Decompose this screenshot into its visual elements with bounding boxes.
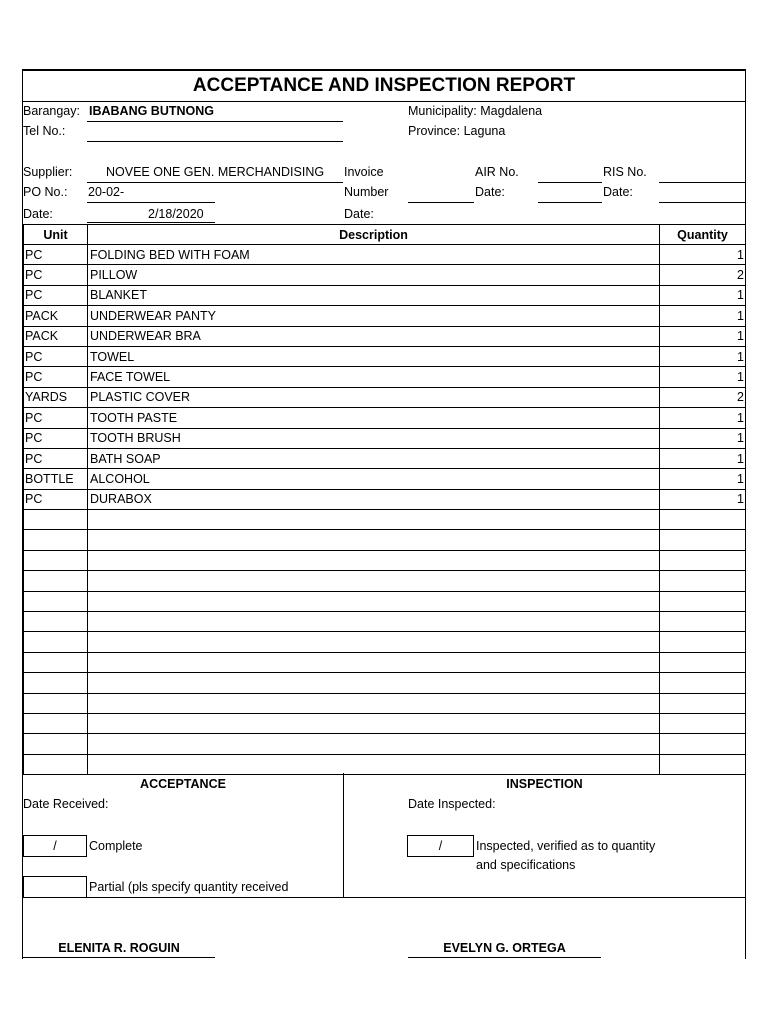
quantity-cell: [660, 754, 746, 774]
description-cell: [88, 612, 660, 632]
table-row: [24, 428, 746, 448]
inspection-signature-line: [408, 957, 601, 958]
description-cell: [88, 754, 660, 774]
description-cell: [88, 693, 660, 713]
description-cell: [88, 550, 660, 570]
table-row: [24, 550, 746, 570]
table-row: [24, 591, 746, 611]
unit-cell: [24, 673, 88, 693]
quantity-cell: [660, 571, 746, 591]
unit-cell: PC: [24, 428, 88, 448]
table-row: [24, 387, 746, 407]
barangay-underline: [87, 121, 343, 122]
table-row: [24, 367, 746, 387]
table-row: [24, 489, 746, 509]
quantity-cell: 1: [660, 245, 746, 265]
quantity-cell: [660, 734, 746, 754]
inspected-checkbox[interactable]: /: [407, 835, 474, 857]
table-row: [24, 306, 746, 326]
quantity-cell: 1: [660, 489, 746, 509]
unit-cell: [24, 632, 88, 652]
description-cell: [88, 510, 660, 530]
description-cell: TOOTH PASTE: [88, 408, 660, 428]
unit-cell: [24, 550, 88, 570]
unit-cell: [24, 713, 88, 733]
description-cell: [88, 713, 660, 733]
table-row: [24, 469, 746, 489]
quantity-cell: [660, 713, 746, 733]
unit-cell: YARDS: [24, 387, 88, 407]
quantity-cell: [660, 550, 746, 570]
quantity-cell: [660, 591, 746, 611]
complete-checkbox[interactable]: /: [23, 835, 87, 857]
quantity-cell: [660, 673, 746, 693]
unit-cell: PACK: [24, 326, 88, 346]
ris-date-underline: [659, 202, 745, 203]
invoice-date-label: Date:: [344, 207, 374, 221]
description-cell: BATH SOAP: [88, 448, 660, 468]
description-cell: ALCOHOL: [88, 469, 660, 489]
acceptance-signatory: ELENITA R. ROGUIN: [58, 941, 180, 955]
table-row: [24, 734, 746, 754]
quantity-cell: 1: [660, 326, 746, 346]
province-value: Laguna: [463, 124, 506, 138]
supplier-value: NOVEE ONE GEN. MERCHANDISING: [106, 165, 325, 179]
province-field: [408, 123, 505, 139]
unit-cell: PC: [24, 367, 88, 387]
supplier-underline: [87, 182, 343, 183]
quantity-cell: [660, 693, 746, 713]
municipality-label: Municipality:: [408, 104, 477, 118]
description-cell: [88, 530, 660, 550]
air-date-label: Date:: [475, 185, 505, 199]
report-title: ACCEPTANCE AND INSPECTION REPORT: [192, 75, 576, 96]
air-underline: [538, 182, 602, 183]
quantity-cell: 1: [660, 367, 746, 387]
quantity-cell: 1: [660, 448, 746, 468]
table-row: [24, 285, 746, 305]
air-date-underline: [538, 202, 602, 203]
items-table-body: [24, 245, 746, 775]
description-cell: FOLDING BED WITH FOAM: [88, 245, 660, 265]
tel-label: Tel No.:: [23, 124, 66, 138]
description-cell: FACE TOWEL: [88, 367, 660, 387]
unit-cell: PC: [24, 489, 88, 509]
supplier-label: Supplier:: [23, 165, 73, 179]
province-label: Province:: [408, 124, 461, 138]
municipality-value: Magdalena: [480, 104, 543, 118]
quantity-cell: 1: [660, 469, 746, 489]
table-row: [24, 265, 746, 285]
table-row: [24, 326, 746, 346]
column-header-description: Description: [88, 225, 660, 245]
ris-underline: [659, 182, 745, 183]
description-cell: PILLOW: [88, 265, 660, 285]
table-row: [24, 693, 746, 713]
po-underline: [87, 202, 215, 203]
invoice-number-underline: [408, 202, 474, 203]
air-label: AIR No.: [475, 165, 519, 179]
ris-date-label: Date:: [603, 185, 633, 199]
inspected-label-line2: and specifications: [476, 858, 576, 872]
unit-cell: PACK: [24, 306, 88, 326]
complete-label: Complete: [89, 839, 143, 853]
quantity-cell: 1: [660, 428, 746, 448]
description-cell: [88, 673, 660, 693]
table-header-row: [24, 225, 746, 245]
description-cell: TOOTH BRUSH: [88, 428, 660, 448]
table-row: [24, 530, 746, 550]
barangay-label: Barangay:: [23, 104, 80, 118]
unit-cell: [24, 612, 88, 632]
description-cell: UNDERWEAR BRA: [88, 326, 660, 346]
unit-cell: [24, 591, 88, 611]
quantity-cell: [660, 612, 746, 632]
quantity-cell: [660, 510, 746, 530]
description-cell: TOWEL: [88, 346, 660, 366]
unit-cell: [24, 693, 88, 713]
table-row: [24, 245, 746, 265]
description-cell: [88, 571, 660, 591]
items-table: [23, 224, 746, 775]
table-row: [24, 346, 746, 366]
quantity-cell: 1: [660, 306, 746, 326]
table-row: [24, 408, 746, 428]
invoice-label: Invoice: [344, 165, 384, 179]
tel-underline: [87, 141, 343, 142]
table-row: [24, 448, 746, 468]
unit-cell: [24, 510, 88, 530]
inspection-heading: INSPECTION: [506, 777, 583, 791]
unit-cell: [24, 734, 88, 754]
description-cell: BLANKET: [88, 285, 660, 305]
table-row: [24, 510, 746, 530]
unit-cell: [24, 652, 88, 672]
quantity-cell: 2: [660, 265, 746, 285]
unit-cell: PC: [24, 245, 88, 265]
date-inspected-label: Date Inspected:: [408, 797, 496, 811]
unit-cell: PC: [24, 265, 88, 285]
date-underline: [87, 222, 215, 223]
quantity-cell: [660, 652, 746, 672]
inspection-signatory: EVELYN G. ORTEGA: [443, 941, 566, 955]
date-value: 2/18/2020: [148, 207, 204, 221]
date-received-label: Date Received:: [23, 797, 109, 811]
table-row: [24, 571, 746, 591]
barangay-value: IBABANG BUTNONG: [89, 104, 214, 118]
po-value: 20-02-: [88, 185, 125, 199]
acceptance-signature-line: [23, 957, 215, 958]
partial-label: Partial (pls specify quantity received: [89, 880, 289, 894]
unit-cell: BOTTLE: [24, 469, 88, 489]
table-row: [24, 652, 746, 672]
table-row: [24, 754, 746, 774]
quantity-cell: 1: [660, 285, 746, 305]
quantity-cell: 1: [660, 346, 746, 366]
partial-checkbox[interactable]: [23, 876, 87, 898]
description-cell: [88, 632, 660, 652]
description-cell: [88, 591, 660, 611]
date-label: Date:: [23, 207, 53, 221]
column-header-quantity: Quantity: [660, 225, 746, 245]
unit-cell: PC: [24, 346, 88, 366]
unit-cell: [24, 754, 88, 774]
ris-label: RIS No.: [603, 165, 647, 179]
quantity-cell: [660, 632, 746, 652]
table-row: [24, 632, 746, 652]
title-divider: [22, 101, 746, 102]
table-row: [24, 612, 746, 632]
quantity-cell: 2: [660, 387, 746, 407]
description-cell: [88, 652, 660, 672]
quantity-cell: [660, 530, 746, 550]
table-row: [24, 673, 746, 693]
inspected-label-line1: Inspected, verified as to quantity: [476, 839, 656, 853]
signature-divider: [22, 897, 746, 898]
description-cell: PLASTIC COVER: [88, 387, 660, 407]
quantity-cell: 1: [660, 408, 746, 428]
unit-cell: [24, 571, 88, 591]
unit-cell: PC: [24, 285, 88, 305]
description-cell: UNDERWEAR PANTY: [88, 306, 660, 326]
column-header-unit: Unit: [24, 225, 88, 245]
unit-cell: PC: [24, 448, 88, 468]
municipality-field: [408, 103, 542, 119]
invoice-number-label: Number: [344, 185, 389, 199]
description-cell: DURABOX: [88, 489, 660, 509]
unit-cell: [24, 530, 88, 550]
po-label: PO No.:: [23, 185, 68, 199]
unit-cell: PC: [24, 408, 88, 428]
table-row: [24, 713, 746, 733]
acceptance-heading: ACCEPTANCE: [140, 777, 226, 791]
description-cell: [88, 734, 660, 754]
